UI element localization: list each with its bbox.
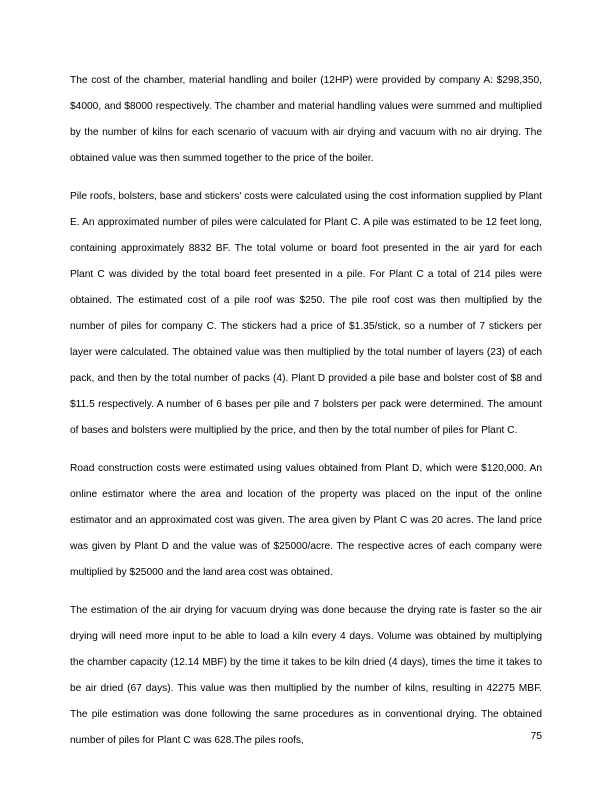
paragraph-2: Pile roofs, bolsters, base and stickers' costs were calculated using the cost information supplied by Plant E. An approximated number of piles were calculated for Plant C. A pile was estimated to be 12 feet long, containing approximately 8832 BF. The total volume or board foot presented in the air yard for each Plant C was divided by the total board feet presented in a pile. For Plant C a total of 214 piles were obtained. The estimated cost of a pile roof was $250. The pile roof cost was then multiplied by the number of piles for company C. The stickers had a price of $1.35/stick, so a number of 7 stickers per layer were calculated. The obtained value was then multiplied by the total number of layers (23) of each pack, and then by the total number of packs (4). Plant D provided a pile base and bolster cost of $8 and $11.5 respectively. A number of 6 bases per pile and 7 bolsters per pack were determined. The amount of bases and bolsters were multiplied by the price, and then by the total number of piles for Plant C. (70, 191, 542, 436)
page-number: 75 (530, 731, 542, 742)
paragraph-4: The estimation of the air drying for vacuum drying was done because the drying rate is faster so the air drying will need more input to be able to load a kiln every 4 days. Volume was obtained by multiplying the chamber capacity (12.14 MBF) by the time it takes to be kiln dried (4 days), times the time it takes to be air dried (67 days). This value was then multiplied by the number of kilns, resulting in 42275 MBF. The pile estimation was done following the same procedures as in conventional drying. The obtained number of piles for Plant C was 628.The piles roofs, (70, 605, 542, 746)
paragraph-1: The cost of the chamber, material handling and boiler (12HP) were provided by company A: $298,350, $4000, and $8000 respectively. The chamber and material handling values were summed and multiplied by the number of kilns for each scenario of vacuum with air drying and vacuum with no air drying. The obtained value was then summed together to the price of the boiler. (70, 75, 542, 164)
page-body (70, 68, 542, 754)
paragraph-3: Road construction costs were estimated using values obtained from Plant D, which were $120,000. An online estimator where the area and location of the property was placed on the input of the online estimator and an approximated cost was given. The area given by Plant C was 20 acres. The land price was given by Plant D and the value was of $25000/acre. The respective acres of each company were multiplied by $25000 and the land area cost was obtained. (70, 463, 542, 578)
